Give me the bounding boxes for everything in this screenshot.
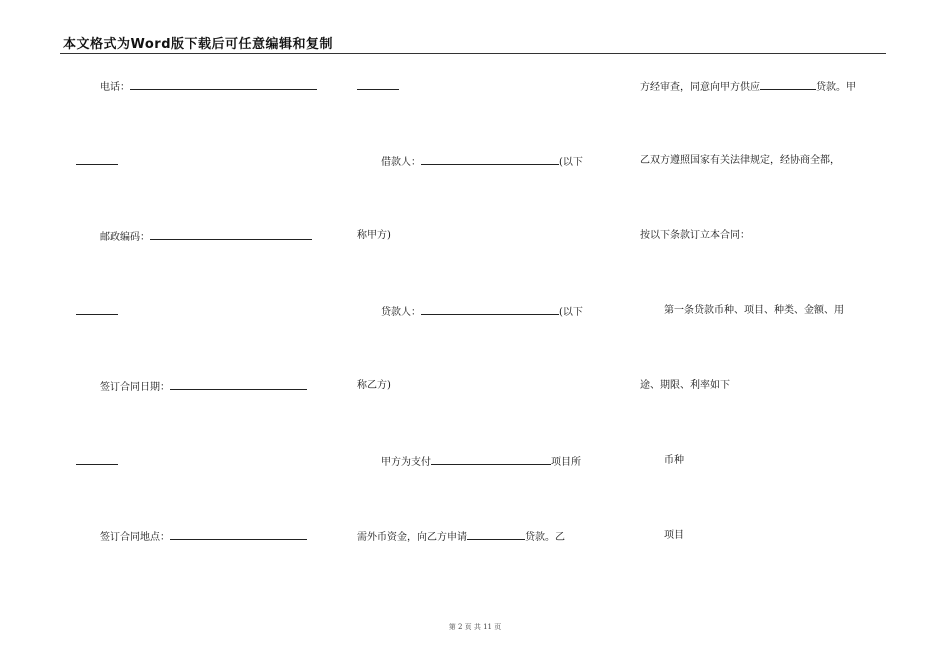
borrower-blank[interactable] <box>421 155 559 165</box>
review-text-start: 方经审查，同意向甲方供应 <box>640 82 760 93</box>
loan-application-text-end: 贷款。乙 <box>525 532 565 543</box>
loan-application-row <box>357 530 565 544</box>
borrower-alias: 称甲方) <box>357 230 391 241</box>
supply-amount-blank[interactable] <box>760 80 816 90</box>
sign-place-blank[interactable] <box>170 530 307 540</box>
sign-place-row <box>100 530 307 544</box>
sign-date-continuation-row <box>76 455 118 469</box>
agreement-line: 乙双方遵照国家有关法律规定，经协商全都， <box>640 155 840 166</box>
phone-continuation-row <box>76 155 118 169</box>
project-label: 项目 <box>664 530 684 541</box>
sign-date-blank-continued[interactable] <box>76 455 118 465</box>
payment-purpose-text-start: 甲方为支付 <box>381 457 431 468</box>
postcode-blank[interactable] <box>150 230 312 240</box>
review-text-end: 贷款。甲 <box>816 82 856 93</box>
payment-purpose-row <box>381 455 581 469</box>
payment-purpose-text-end: 项目所 <box>551 457 581 468</box>
document-header-title: 本文格式为Word版下载后可任意编辑和复制 <box>63 37 334 52</box>
borrower-row <box>381 155 583 169</box>
sign-date-row <box>100 380 307 394</box>
phone-row <box>100 80 317 94</box>
phone-blank[interactable] <box>130 80 317 90</box>
sign-date-blank[interactable] <box>170 380 307 390</box>
postcode-continuation-row <box>76 305 118 319</box>
article-one-continuation: 途、期限、利率如下 <box>640 380 730 391</box>
lender-alias: 称乙方) <box>357 380 391 391</box>
top-blank[interactable] <box>357 80 399 90</box>
borrower-suffix: (以下 <box>559 157 583 168</box>
borrower-label: 借款人： <box>381 157 421 168</box>
lender-alias-row <box>357 380 391 392</box>
lender-label: 贷款人： <box>381 307 421 318</box>
phone-blank-continued[interactable] <box>76 155 118 165</box>
header-divider <box>60 53 886 54</box>
lender-row <box>381 305 583 319</box>
lender-blank[interactable] <box>421 305 559 315</box>
middle-top-row <box>357 80 399 94</box>
loan-application-text-start: 需外币资金，向乙方申请 <box>357 532 467 543</box>
lender-suffix: (以下 <box>559 307 583 318</box>
review-row <box>640 80 856 94</box>
loan-amount-blank[interactable] <box>467 530 525 540</box>
borrower-alias-row <box>357 230 391 242</box>
sign-place-label: 签订合同地点： <box>100 532 170 543</box>
phone-label: 电话： <box>100 82 130 93</box>
article-one-heading: 第一条贷款币种、项目、种类、金额、用 <box>664 305 844 316</box>
postcode-row <box>100 230 312 244</box>
sign-date-label: 签订合同日期： <box>100 382 170 393</box>
postcode-blank-continued[interactable] <box>76 305 118 315</box>
postcode-label: 邮政编码： <box>100 232 150 243</box>
project-blank[interactable] <box>431 455 551 465</box>
page-number-footer: 第 2 页 共 11 页 <box>448 623 502 631</box>
contract-intro-line: 按以下条款订立本合同： <box>640 230 750 241</box>
currency-label: 币种 <box>664 455 684 466</box>
